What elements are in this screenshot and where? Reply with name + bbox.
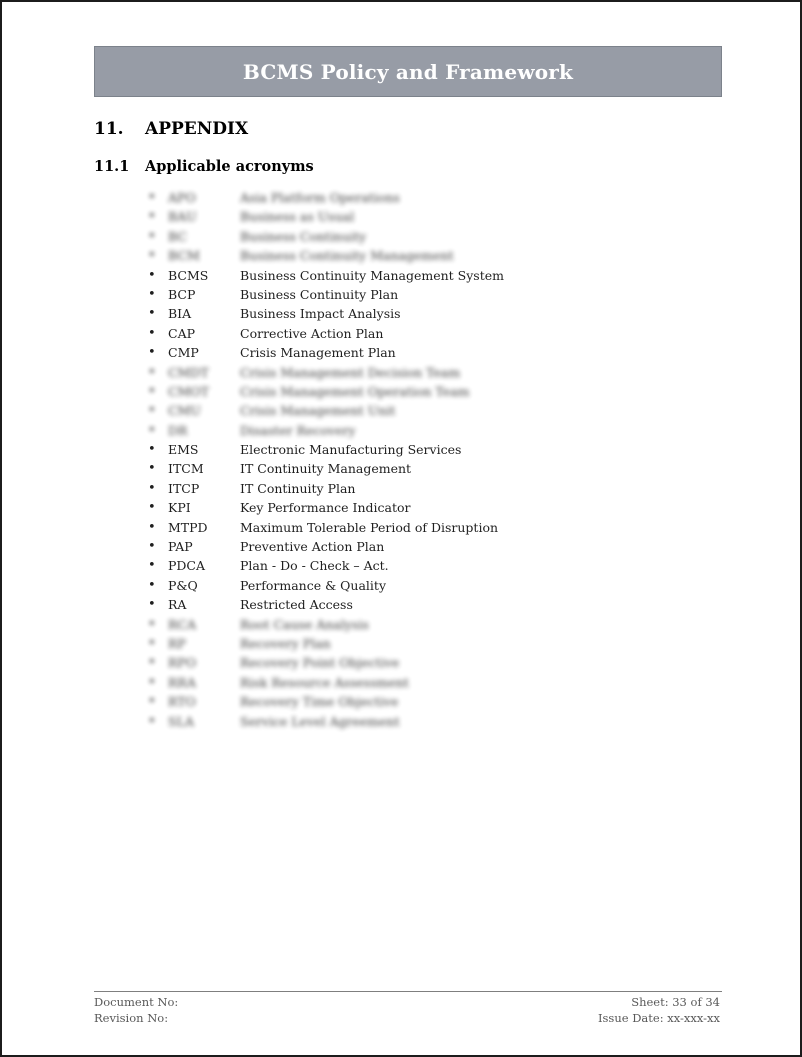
acronym-definition: Corrective Action Plan xyxy=(240,325,384,341)
bullet-icon: • xyxy=(148,655,156,671)
acronym-abbr: CMU xyxy=(168,403,201,419)
acronym-definition: Recovery Plan xyxy=(240,635,331,651)
bullet-icon: • xyxy=(148,539,156,555)
acronym-row xyxy=(2,246,800,265)
acronym-definition: Root Cause Analysis xyxy=(240,616,369,632)
acronym-row xyxy=(2,343,800,362)
revision-no-label: Revision No: xyxy=(94,1010,169,1025)
acronym-definition: Risk Resource Assessment xyxy=(240,674,409,690)
acronym-definition: Plan - Do - Check – Act. xyxy=(240,558,389,574)
bullet-icon: • xyxy=(148,635,156,651)
acronym-row xyxy=(2,188,800,207)
bullet-icon: • xyxy=(148,190,156,205)
bullet-icon: • xyxy=(148,209,156,225)
bullet-icon: • xyxy=(148,325,156,341)
acronym-abbr: BAU xyxy=(168,209,197,225)
issue-date-label: Issue Date: xx-xxx-xx xyxy=(597,1010,720,1025)
acronym-row xyxy=(2,712,800,731)
bullet-icon: • xyxy=(148,442,156,458)
acronym-row xyxy=(2,673,800,692)
acronym-definition: Business as Usual xyxy=(240,209,355,225)
bullet-icon: • xyxy=(148,267,156,283)
acronym-abbr: PAP xyxy=(168,539,193,555)
acronym-abbr: CMP xyxy=(168,345,199,361)
acronym-definition: Asia Platform Operations xyxy=(240,190,400,205)
acronym-abbr: APO xyxy=(168,190,196,205)
acronym-abbr: MTPD xyxy=(168,519,208,535)
acronym-abbr: CMDT xyxy=(168,364,209,380)
acronym-abbr: CMOT xyxy=(168,383,209,399)
bullet-icon: • xyxy=(148,461,156,477)
acronym-row xyxy=(2,576,800,595)
acronym-abbr: PDCA xyxy=(168,558,206,574)
bullet-icon: • xyxy=(148,248,156,264)
bullet-icon: • xyxy=(148,480,156,496)
subsection-title: Applicable acronyms xyxy=(145,158,314,175)
acronym-definition: Crisis Management Operation Team xyxy=(240,383,470,399)
acronym-abbr: RPO xyxy=(168,655,197,671)
bullet-icon: • xyxy=(148,306,156,322)
acronym-row xyxy=(2,537,800,556)
footer-right xyxy=(598,995,720,1026)
acronym-definition: IT Continuity Plan xyxy=(240,480,356,496)
subsection-heading xyxy=(94,158,314,175)
bullet-icon: • xyxy=(148,286,156,302)
bullet-icon: • xyxy=(148,364,156,380)
acronym-definition: Crisis Management Plan xyxy=(240,345,396,361)
bullet-icon: • xyxy=(148,694,156,710)
acronym-definition: Crisis Management Unit xyxy=(240,403,396,419)
section-heading xyxy=(94,119,248,139)
acronym-row xyxy=(2,595,800,614)
acronym-definition: Service Level Agreement xyxy=(240,713,400,729)
acronym-row xyxy=(2,304,800,323)
document-title: BCMS Policy and Framework xyxy=(242,59,574,84)
footer-divider xyxy=(94,991,722,992)
acronym-row xyxy=(2,615,800,634)
acronym-definition: Electronic Manufacturing Services xyxy=(240,442,462,458)
bullet-icon: • xyxy=(148,519,156,535)
acronym-abbr: BIA xyxy=(168,306,192,322)
acronym-row xyxy=(2,382,800,401)
acronym-abbr: RTO xyxy=(168,694,196,710)
acronym-abbr: CAP xyxy=(168,325,196,341)
acronym-definition: Business Impact Analysis xyxy=(240,306,401,322)
bullet-icon: • xyxy=(148,383,156,399)
acronym-abbr: BCP xyxy=(168,286,196,302)
acronym-abbr: ITCM xyxy=(168,461,204,477)
acronym-row xyxy=(2,479,800,498)
acronym-row xyxy=(2,324,800,343)
acronym-row xyxy=(2,440,800,459)
bullet-icon: • xyxy=(148,558,156,574)
acronym-row xyxy=(2,285,800,304)
acronym-abbr: RRA xyxy=(168,674,196,690)
acronym-definition: Business Continuity Management xyxy=(240,248,454,264)
acronym-definition: Maximum Tolerable Period of Disruption xyxy=(240,519,499,535)
acronym-abbr: SLA xyxy=(168,713,194,729)
bullet-icon: • xyxy=(148,597,156,613)
acronym-abbr: RP xyxy=(168,635,186,651)
acronym-abbr: RCA xyxy=(168,616,197,632)
acronym-abbr: P&Q xyxy=(168,577,198,593)
acronym-definition: Crisis Management Decision Team xyxy=(240,364,461,380)
sheet-label: Sheet: 33 of 34 xyxy=(631,995,720,1009)
acronym-definition: Business Continuity Plan xyxy=(240,286,399,302)
acronym-row xyxy=(2,266,800,285)
bullet-icon: • xyxy=(148,713,156,729)
bullet-icon: • xyxy=(148,616,156,632)
subsection-number: 11.1 xyxy=(94,158,130,175)
footer-left xyxy=(94,995,178,1026)
acronym-row xyxy=(2,556,800,575)
acronym-definition: Recovery Time Objective xyxy=(240,694,399,710)
acronym-abbr: DR xyxy=(168,422,188,438)
acronym-row xyxy=(2,653,800,672)
section-number: 11. xyxy=(94,119,124,139)
acronym-definition: Preventive Action Plan xyxy=(240,539,385,555)
bullet-icon: • xyxy=(148,228,156,244)
acronym-definition: Business Continuity Management System xyxy=(240,267,504,283)
acronym-row xyxy=(2,518,800,537)
section-title: APPENDIX xyxy=(145,119,249,139)
bullet-icon: • xyxy=(148,422,156,438)
acronym-abbr: BC xyxy=(168,228,187,244)
bullet-icon: • xyxy=(148,500,156,516)
acronym-definition: Disaster Recovery xyxy=(240,422,356,438)
acronym-definition: Restricted Access xyxy=(240,597,353,613)
acronym-abbr: EMS xyxy=(168,442,199,458)
acronym-definition: Business Continuity xyxy=(240,228,367,244)
bullet-icon: • xyxy=(148,403,156,419)
acronym-row xyxy=(2,634,800,653)
bullet-icon: • xyxy=(148,345,156,361)
acronym-definition: Recovery Point Objective xyxy=(240,655,400,671)
acronym-row xyxy=(2,498,800,517)
acronym-list xyxy=(2,188,800,731)
acronym-row xyxy=(2,227,800,246)
acronym-abbr: ITCP xyxy=(168,480,200,496)
acronym-abbr: BCMS xyxy=(168,267,209,283)
acronym-row xyxy=(2,692,800,711)
bullet-icon: • xyxy=(148,674,156,690)
document-title-banner xyxy=(94,46,722,97)
acronym-row xyxy=(2,363,800,382)
acronym-definition: Key Performance Indicator xyxy=(240,500,411,516)
acronym-row xyxy=(2,421,800,440)
bullet-icon: • xyxy=(148,577,156,593)
acronym-row xyxy=(2,207,800,226)
acronym-abbr: RA xyxy=(168,597,187,613)
acronym-definition: Performance & Quality xyxy=(240,577,387,593)
acronym-abbr: BCM xyxy=(168,248,200,264)
acronym-definition: IT Continuity Management xyxy=(240,461,412,477)
acronym-abbr: KPI xyxy=(168,500,191,516)
document-no-label: Document No: xyxy=(94,995,179,1009)
acronym-row xyxy=(2,459,800,478)
acronym-row xyxy=(2,401,800,420)
